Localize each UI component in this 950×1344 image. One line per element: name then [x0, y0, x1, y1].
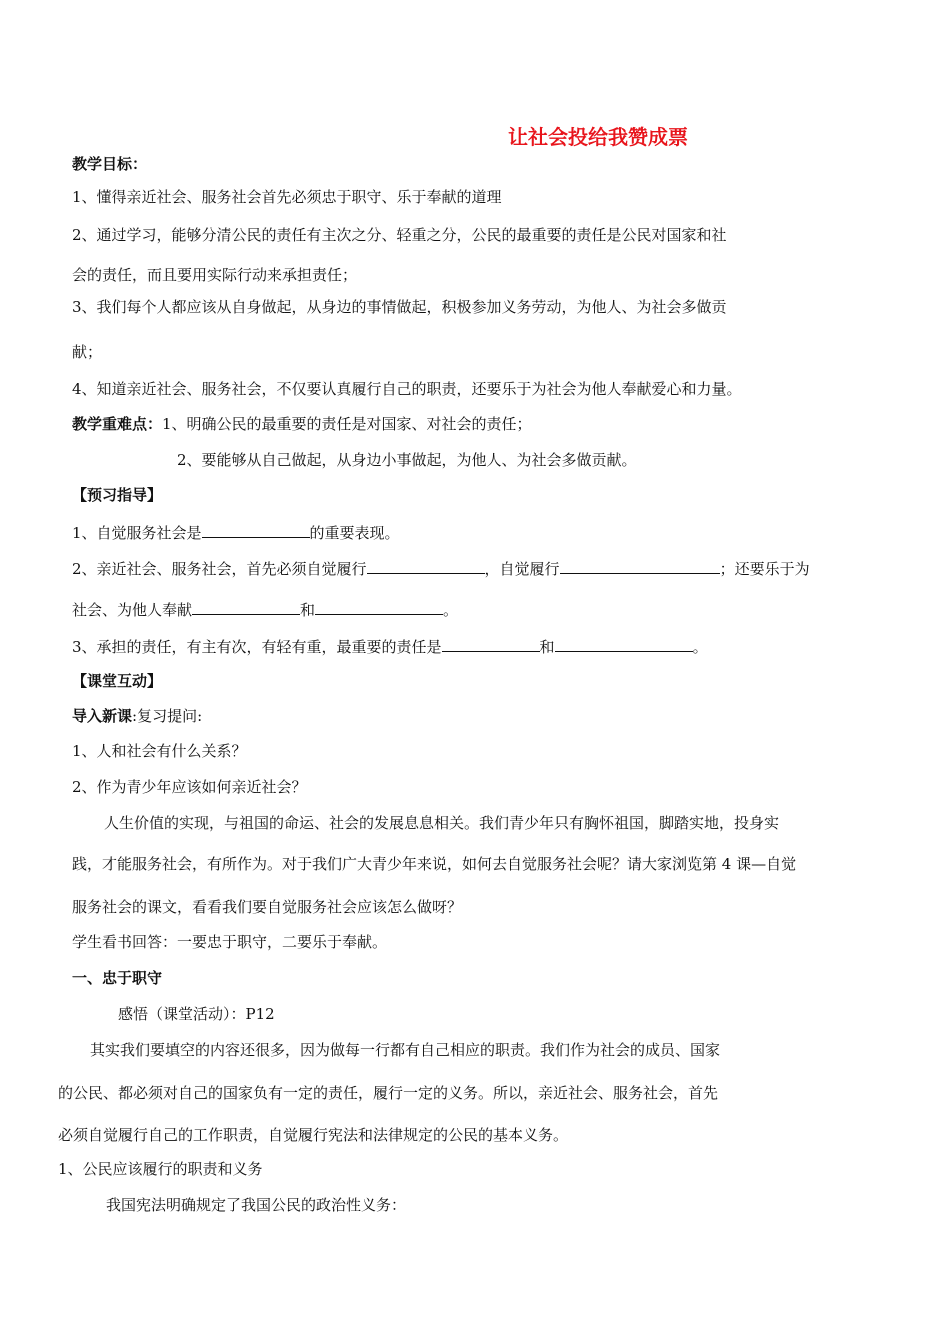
preview-heading: 【预习指导】 [72, 486, 163, 504]
goal-4: 4、知道亲近社会、服务社会，不仅要认真履行自己的职责，还要乐于为社会为他人奉献爱心和力量。 [72, 380, 742, 398]
q2-text-a: 2、亲近社会、服务社会，首先必须自觉履行 [72, 560, 367, 578]
q2-text-e: 和 [300, 601, 316, 619]
section-heading-1: 一、忠于职守 [72, 969, 163, 987]
fill-blank[interactable] [560, 557, 720, 574]
fill-blank[interactable] [367, 557, 485, 574]
student-answer: 学生看书回答：一要忠于职守，二要乐于奉献。 [72, 933, 388, 951]
q1-text-a: 1、自觉服务社会是 [72, 524, 202, 542]
q3-text-a: 3、承担的责任，有主有次，有轻有重，最重要的责任是 [72, 638, 442, 656]
review-question-1: 1、人和社会有什么关系？ [72, 742, 247, 760]
goal-1: 1、懂得亲近社会、服务社会首先必须忠于职守、乐于奉献的道理 [72, 188, 502, 206]
class-heading: 【课堂互动】 [72, 672, 163, 690]
keypoints-line-1 [72, 414, 532, 434]
intro-line [72, 706, 202, 726]
q3-text-c: 。 [692, 638, 708, 656]
goal-2-line-1: 2、通过学习，能够分清公民的责任有主次之分、轻重之分，公民的最重要的责任是公民对国家和社 [72, 226, 727, 244]
fill-blank[interactable] [555, 635, 693, 652]
paragraph-1-line-3: 服务社会的课文，看看我们要自觉服务社会应该怎么做呀？ [72, 898, 463, 916]
fill-blank[interactable] [192, 598, 300, 615]
fill-blank[interactable] [202, 521, 310, 538]
goals-heading: 教学目标： [72, 155, 148, 173]
paragraph-2-line-3: 必须自觉履行自己的工作职责，自觉履行宪法和法律规定的公民的基本义务。 [58, 1126, 569, 1144]
keypoint-2: 2、要能够从自己做起，从身边小事做起，为他人、为社会多做贡献。 [177, 451, 637, 469]
paragraph-2-line-1: 其实我们要填空的内容还很多，因为做每一行都有自己相应的职责。我们作为社会的成员、国家 [90, 1041, 721, 1059]
q2-text-d: 社会、为他人奉献 [72, 601, 193, 619]
goal-3-line-2: 献； [72, 343, 103, 361]
q2-text-c: ；还要乐于为 [719, 560, 810, 578]
intro-text: :复习提问: [132, 707, 203, 725]
document-title: 让社会投给我赞成票 [508, 125, 688, 149]
q2-text-f: 。 [443, 601, 459, 619]
paragraph-1-line-2: 践，才能服务社会，有所作为。对于我们广大青少年来说，如何去自觉服务社会呢？请大家浏览第 4 课—自觉 [72, 855, 797, 873]
goal-2-line-2: 会的责任，而且要用实际行动来承担责任； [72, 266, 358, 284]
preview-question-3 [72, 635, 708, 657]
intro-label: 导入新课 [72, 707, 133, 725]
paragraph-3: 我国宪法明确规定了我国公民的政治性义务： [106, 1196, 407, 1214]
fill-blank[interactable] [315, 598, 443, 615]
preview-question-2-line-2 [72, 598, 458, 620]
keypoint-1: 1、明确公民的最重要的责任是对国家、对社会的责任； [162, 415, 532, 433]
preview-question-1 [72, 521, 400, 543]
paragraph-2-line-2: 的公民、都必须对自己的国家负有一定的责任，履行一定的义务。所以，亲近社会、服务社会，首先 [58, 1084, 719, 1102]
paragraph-1-line-1: 人生价值的实现，与祖国的命运、社会的发展息息相关。我们青少年只有胸怀祖国，脚踏实地，投身实 [104, 814, 780, 832]
keypoints-heading: 教学重难点： [72, 415, 163, 433]
review-question-2: 2、作为青少年应该如何亲近社会？ [72, 778, 307, 796]
activity-line: 感悟（课堂活动）：P12 [118, 1005, 275, 1023]
goal-3-line-1: 3、我们每个人都应该从自身做起，从身边的事情做起，积极参加义务劳动，为他人、为社会多做贡 [72, 298, 727, 316]
fill-blank[interactable] [442, 635, 540, 652]
subsection-heading-1: 1、公民应该履行的职责和义务 [58, 1160, 263, 1178]
preview-question-2-line-1 [72, 557, 810, 579]
q3-text-b: 和 [539, 638, 555, 656]
q1-text-b: 的重要表现。 [309, 524, 400, 542]
q2-text-b: ，自觉履行 [484, 560, 560, 578]
